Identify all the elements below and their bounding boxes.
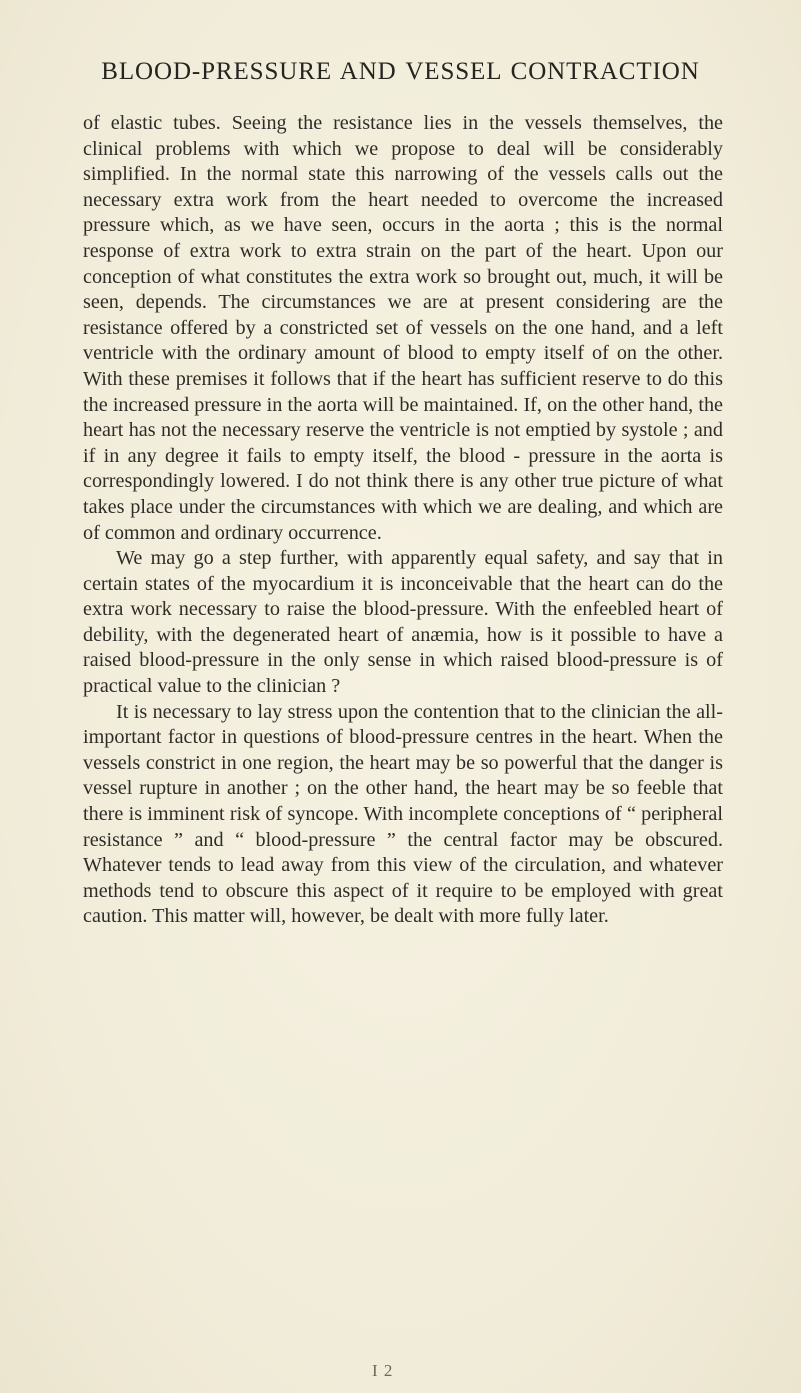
paragraph-1: of elastic tubes. Seeing the resistance lies in the vessels themselves, the clinical problems with which we propose to deal will be considerably simplified. In the normal state this narrowing of the vessels calls out the necessary extra work from the heart needed to overcome the increased pressure which, as we have seen, occurs in the aorta ; this is the normal response of extra work to extra strain on the part of the heart. Upon our conception of what constitutes the extra work so brought out, much, it will be seen, depends. The circumstances we are at present considering are the resistance offered by a constricted set of vessels on the one hand, and a left ventricle with the ordinary amount of blood to empty itself of on the other. With these premises it follows that if the heart has sufficient reserve to do this the increased pressure in the aorta will be maintained. If, on the other hand, the heart has not the necessary reserve the ventricle is not emptied by systole ; and if in any degree it fails to empty itself, the blood - pressure in the aorta is correspondingly lowered. I do not think there is any other true picture of what takes place under the circumstances with which we are dealing, and which are of common and ordinary occurrence. [83, 112, 723, 544]
running-title: BLOOD-PRESSURE AND VESSEL CONTRACTION [101, 58, 700, 85]
paragraph-2: We may go a step further, with apparently equal safety, and say that in certain states of the myocardium it is inconceivable that the heart can do the extra work necessary to raise the blood-pressure. With the enfeebled heart of debility, with the degenerated heart of anæmia, how is it possible to have a raised blood-pressure in the only sense in which raised blood-pressure is of practical value to the clinician ? [83, 547, 723, 698]
body-text [83, 111, 723, 930]
paragraph-3: It is necessary to lay stress upon the contention that to the clinician the all-important factor in questions of blood-pressure centres in the heart. When the vessels constrict in one region, the heart may be so powerful that the danger is vessel rupture in another ; on the other hand, the heart may be so feeble that there is imminent risk of syncope. With incomplete conceptions of “ peripheral resistance ” and “ blood-pressure ” the central factor may be obscured. Whatever tends to lead away from this view of the circulation, and whatever methods tend to obscure this aspect of it require to be employed with great caution. This matter will, however, be dealt with more fully later. [83, 700, 723, 928]
signature-mark: I 2 [372, 1361, 394, 1380]
